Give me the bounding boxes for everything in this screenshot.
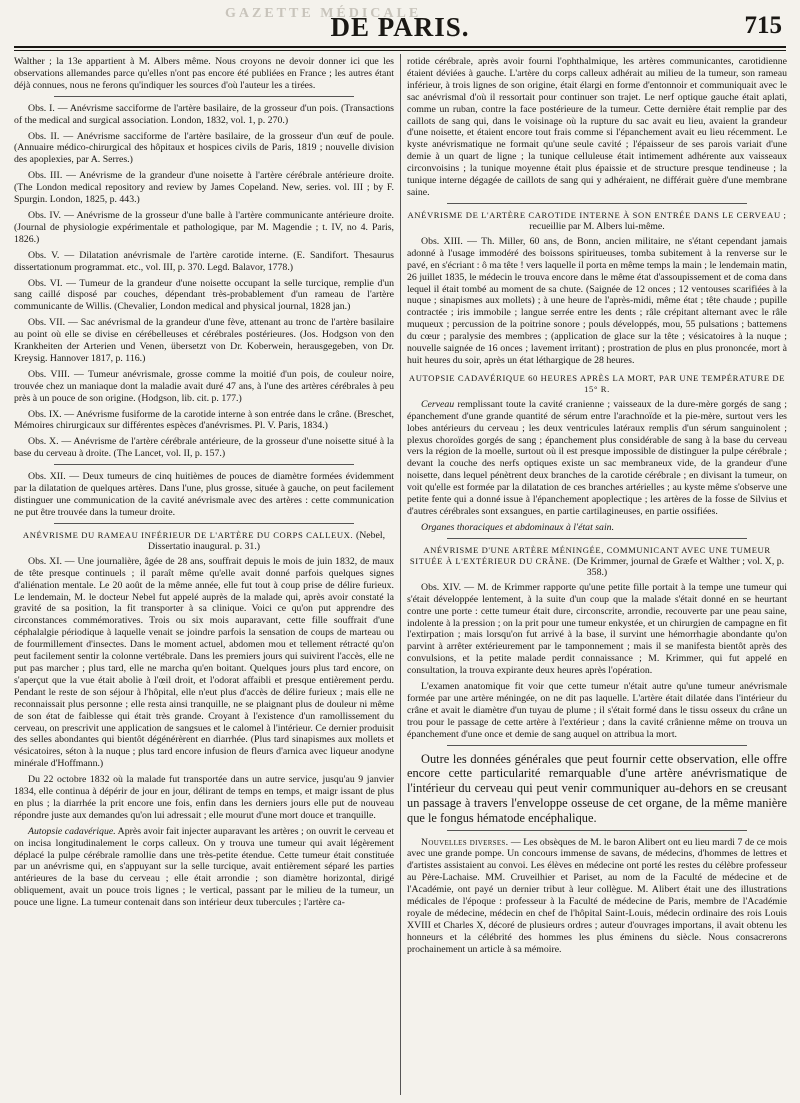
right-column bbox=[407, 56, 787, 1096]
news-label: Nouvelles diverses. bbox=[421, 836, 509, 848]
autopsy-text: Après avoir fait injecter auparavant les artères ; on ouvrit le cerveau et on incisa longitudinalement le corps calleux. On y trouva une tumeur qui avait légèrement déplacé la pulpe cérébrale ramollie dans une très-petite étendue. Cette tumeur était constituée par un anévrisme qui, en s'appuyant sur la selle turcique, avait entièrement séparé les parties antérieures de la base du cerveau ; elle était arrondie ; son diamètre horizontal, dirigé obliquement, avait un pouce trois lignes ; le vertical, passant par le milieu de la tumeur, un pouce une ligne. La tumeur contenait dans son intérieur deux tubercules ; l'artère ca- bbox=[14, 825, 394, 909]
separator bbox=[54, 523, 354, 524]
separator bbox=[447, 538, 747, 539]
bleed-through-masthead: GAZETTE MÉDICALE bbox=[225, 6, 422, 21]
observation-2: Obs. II. — Anévrisme sacciforme de l'artère basilaire, de la grosseur d'un œuf de poule. (Annuaire médico-chirurgical des hôpitaux et hospices civils de Paris, 1819 ; nouvelle division des apoplexies, par A. Serres.) bbox=[14, 130, 394, 166]
left-column bbox=[14, 56, 394, 1096]
page-title: DE PARIS. bbox=[330, 12, 470, 42]
section-heading-meningee bbox=[407, 545, 787, 578]
section-heading-caps: ANÉVRISME D'UNE ARTÈRE MÉNINGÉE, COMMUNICANT AVEC UNE TUMEUR SITUÉE À L'EXTÉRIEUR DU CRÂNE. bbox=[409, 544, 771, 566]
observation-11-continued: Du 22 octobre 1832 où la malade fut transportée dans un autre service, jusqu'au 9 janvier 1834, elle continua à dépérir de jour en jour, délirant de temps en temps, et maigr issant de plus en plus ; la diarrhée la prit encore une fois, enfin dans les derniers jours elle put de nouveau répondre juste aux demandes qu'on lui adressait ; elle mourut d'une mort douce et tranquille. bbox=[14, 774, 394, 821]
section-heading-source: (Nebel, Dissertatio inaugural. p. 31.) bbox=[147, 529, 386, 552]
observation-10: Obs. X. — Anévrisme de l'artère cérébrale antérieure, de la grosseur d'une noisette situé à la base du cerveau à droite. (The Lancet, vol. II, p. 157.) bbox=[14, 436, 394, 460]
autopsy-paragraph bbox=[14, 826, 394, 909]
observation-8: Obs. VIII. — Tumeur anévrismale, grosse comme la moitié d'un pois, de couleur noire, trouvée chez un maniaque dont la maladie avait duré 47 ans, à l'une des artères cérébrales à peu près à un pouce de son origine. (Hodgson, lib. cit. p. 177.) bbox=[14, 368, 394, 404]
observation-1: Obs. I. — Anévrisme sacciforme de l'artère basilaire, de la grosseur d'un pois. (Transactions of the medical and surgical association. London, 1832, vol. 1, p. 270.) bbox=[14, 102, 394, 126]
cerveau-label: Cerveau bbox=[421, 398, 455, 410]
observation-9: Obs. IX. — Anévrisme fusiforme de la carotide interne à son entrée dans le crâne. (Breschet, Mémoires chirurgicaux sur différentes espèces d'anévrismes. Pl. V. Paris, 1834.) bbox=[14, 408, 394, 432]
separator bbox=[54, 96, 354, 97]
header-rule bbox=[14, 46, 786, 48]
autopsy-label: Autopsie cadavérique. bbox=[28, 825, 116, 837]
news-text: — Les obsèques de M. le baron Alibert ont eu lieu mardi 7 de ce mois avec une grande pompe. Un concours immense de savans, de médecins, d'hommes de lettres et d'artistes assistaient au convoi. Les élèves en médecine ont porté les restes du célèbre professeur au Père-Lachaise. MM. Cruveilhier et Pariset, au nom de la Faculté de médecine et de l'Académie, ont payé un dernier tribut à leur collègue. M. Alibert était une des illustrations médicales de l'époque : professeur à la Faculté de médecine de Paris, membre de l'Académie royale de médecine, médecin en chef de l'hôpital Saint-Louis, médecin ordinaire des rois Louis XVIII et Charles X, décoré de plusieurs ordres ; auteur d'ouvrages importans, il avait obtenu les honneurs et la célébrité des hommes les plus éminens du siècle. Nous consacrerons prochainement un article à sa mémoire. bbox=[407, 836, 787, 955]
separator bbox=[447, 745, 747, 746]
section-heading-source: (De Krimmer, journal de Græfe et Walther ; vol. X, p. 358.) bbox=[573, 555, 785, 578]
cerveau-text: remplissant toute la cavité cranienne ; vaisseaux de la dure-mère gorgés de sang ; épanchement d'une grande quantité de sérum entre l'arachnoïde et la pie-mère, surtout vers les lobes antérieurs du cerveau ; les deux ventricules latéraux remplis d'un sérum sanguinolent ; plexus choroïdes gorgés de sang ; épanchement plus considérable de sang à la base du cerveau vers la région de la moelle, surtout où il est presque impossible de distinguer la pulpe cérébrale ; devant la couche des nerfs optiques existe un sac membraneux vide, de la grandeur d'une noisette, dans lequel pénètrent deux branches de la carotide cérébrale ; en divisant la tumeur, on voit qu'elle est formée par la dilatation de ces branches artérielles ; au kyste même s'observe une petite fente qui a donné issue à l'épanchement apoplectique ; les artères de la fosse de Silvius et d'autres cérébrales sont exsangues, en partie cartilagineuses, en partie ossifiées. bbox=[407, 398, 787, 517]
continued-paragraph: rotide cérébrale, après avoir fourni l'ophthalmique, les artères communicantes, carotidienne étaient déviées à gauche. L'artère du corps calleux adhérait au milieu de la tumeur, son rameau inférieur, à trois lignes de son origine, était élargi en forme d'entonnoir et communiquait avec le sac anévrismal d'où il ressortait pour continuer son trajet. Le nerf optique gauche était aplati, comme un ruban, contre la face postérieure de la tumeur. Cette dernière était remplie par des caillots de sang qui, dans le voisinage où la rupture du sac avait eu lieu, avaient la grandeur d'une noisette, et étaient encore tout frais comme si l'épanchement avait eu lieu récemment. Le kyste anévrismatique ne formait qu'une seule cavité ; l'épaisseur de ses parois variait d'une demie à un quart de ligne ; la tunique celluleuse était intimement adhérente aux vaisseaux circonvoisins ; la tunique moyenne était plus épaissie et de structure presque tendineuse ; la tunique interne dégagée de caillots de sang qui y adhéraient, ne différait guère d'une membrane saine. bbox=[407, 56, 787, 198]
section-heading-corps-calleux bbox=[14, 530, 394, 552]
anatomical-exam: L'examen anatomique fit voir que cette tumeur n'était autre qu'une tumeur anévrismale formée par une artère méningée, on ne dit pas laquelle. L'artère était dilatée dans l'intérieur du crâne et avait le diamètre d'un tuyau de plume ; il s'était formé dans le tissu osseux du crâne un trou pour le passage de cette artère à l'extérieur ; dans la cavité crânienne même on trouva un épanchement d'une once et demie de sang auquel on attribua la mort. bbox=[407, 681, 787, 740]
observation-3: Obs. III. — Anévrisme de la grandeur d'une noisette à l'artère cérébrale antérieure droite. (The London medical repository and review by James Copeland. New, series. vol. III ; by F. Spurgin. London, 1825, p. 443.) bbox=[14, 170, 394, 206]
observation-14: Obs. XIV. — M. de Krimmer rapporte qu'une petite fille portait à la tempe une tumeur qui s'était développée lentement, à la suite d'un coup que la malade s'était donné en se heurtant contre une porte : cette tumeur était dure, circonscrite, arrondie, recouverte par une peau saine, indolente à la pression ; on la prit pour une tumeur enkystée, et un chirurgien de campagne en fit l'extirpation ; mais lorsqu'on fut arrivé à la base, il survint une hémorrhagie abondante qu'on parvint à arrêter extérieurement par le tamponnement ; mais il se manifesta bientôt après des convulsions, et la petite malade perdit connaissance ; M. Krimmer, qui fut appelé en consultation, la trouva expirante deux heures après l'opération. bbox=[407, 581, 787, 677]
intro-paragraph: Walther ; la 13e appartient à M. Albers même. Nous croyons ne devoir donner ici que les observations allemandes parce qu'elles n'ont pas encore été publiées en France ; les autres étant déjà connues, nous ne ferons qu'indiquer les sources d'où l'auteur les a tirées. bbox=[14, 56, 394, 91]
observation-6: Obs. VI. — Tumeur de la grandeur d'une noisette occupant la selle turcique, remplie d'un sang caillé disposé par couches, dépendant très-probablement d'un rameau de l'artère communicante de Willis. (Chevalier, London medical and physical journal, 1828 jan.) bbox=[14, 277, 394, 313]
separator bbox=[447, 830, 747, 831]
observation-4: Obs. IV. — Anévrisme de la grosseur d'une balle à l'artère communicante antérieure droite. (Journal de physiologie expérimentale et pathologique, par M. Magendie ; t. IV, no 4. Paris, 1826.) bbox=[14, 209, 394, 245]
observation-12: Obs. XII. — Deux tumeurs de cinq huitièmes de pouces de diamètre formées évidemment par la dilatation de quelques artères. Dans l'une, plus grosse, située à gauche, on peut facilement distinguer une communication de la cavité anévrismale avec des artères : cette communication ne put être trouvée dans la tumeur droite. bbox=[14, 471, 394, 518]
header-rule-thin bbox=[14, 50, 786, 51]
section-heading-caps: ANÉVRISME DE L'ARTÈRE CAROTIDE INTERNE À SON ENTRÉE DANS LE CERVEAU ; bbox=[407, 209, 787, 220]
observation-7: Obs. VII. — Sac anévrismal de la grandeur d'une fève, attenant au tronc de l'artère basilaire au point où elle se divise en cérébelleuses et cérébrales postérieures. (Jos. Hodgson von den Krankheiten der Arterien und Venen, übersetzt von Dr. Koberwein, herausgegeben, von Dr. Kreysig. Hannover 1817, p. 116.) bbox=[14, 317, 394, 364]
column-divider bbox=[400, 54, 401, 1095]
observation-5: Obs. V. — Dilatation anévrismale de l'artère carotide interne. (E. Sandifort. Thesaurus dissertationum programmat. etc., vol. III, p. 370. Legd. Balavor, 1778.) bbox=[14, 249, 394, 273]
page-number: 715 bbox=[744, 12, 782, 39]
separator bbox=[447, 203, 747, 204]
observation-11: Obs. XI. — Une journalière, âgée de 28 ans, souffrait depuis le mois de juin 1832, de maux de tête presque continuels ; il paraît même qu'elle avait donné parfois quelques signes d'aliénation mentale. Le 20 août de la même année, elle fut tout à coup prise de délire furieux. Le lendemain, M. le docteur Nebel fut appelé auprès de la malade qui, après avoir constaté la gravité de sa position, la fit transporter à sa clinique. Voici ce qu'on put apprendre des circonstances commémoratives. Trois ou six mois auparavant, cette fille souffrait d'une céphalalgie périodique à laquelle venait se joindre parfois la sensation de coups de marteau ou de fourmillement d'insectes. Dans le moment actuel, abdomen mou et tellement rétracté qu'on peut facilement sentir la colonne vertébrale. Dans les premiers jours qui suivirent l'accès, elle ne put pas marcher ; plus tard, elle ne marcha qu'en boitant. Quelques jours plus tard encore, on s'aperçut que la vue était abolie à l'œil droit, et l'odorat affaibli et presque entièrement perdu. Pendant le reste de son séjour à l'hôpital, elle n'eut plus d'accès de délire furieux ; mais elle ne reconnaissait plus personne ; elle resta ainsi tranquille, ne se plaignant plus de douleur ni même de son état de faiblesse qui était très grande. Croyant à l'existence d'un ramollissement du cerveau, on prescrivit une application de sangsues et le calomel à l'intérieur. Ce dernier produisit des selles abondantes qui bientôt dégénérèrent en diarrhée. (Plus tard sinapismes aux mollets et vésicatoires, séton à la nuque ; plus tard encore infusion de fleurs d'arnica avec liqueur anodyne minérale d'Hoffmann.) bbox=[14, 555, 394, 770]
section-heading-source: recueillie par M. Albers lui-même. bbox=[529, 220, 665, 232]
section-heading-autopsie: AUTOPSIE CADAVÉRIQUE 60 HEURES APRÈS LA MORT, PAR UNE TEMPÉRATURE DE 15° R. bbox=[408, 372, 786, 394]
section-heading-caps: ANÉVRISME DU RAMEAU INFÉRIEUR DE L'ARTÈRE DU CORPS CALLEUX. bbox=[22, 529, 354, 540]
news-paragraph bbox=[407, 837, 787, 956]
cerveau-paragraph bbox=[407, 399, 787, 518]
separator bbox=[54, 464, 354, 465]
page-header bbox=[0, 6, 800, 46]
organs-note: Organes thoraciques et abdominaux à l'état sain. bbox=[421, 521, 615, 533]
observation-13: Obs. XIII. — Th. Miller, 60 ans, de Bonn, ancien militaire, ne s'étant cependant jamais adonné à l'usage immodéré des boissons spiritueuses, tomba subitement à la renverse sur le pavé, en s'écriant : ô ma tête ! vers laquelle il porta en même temps la main ; le lendemain matin, 26 juillet 1835, le médecin le trouva encore dans le même état d'assoupissement et de coma dans lequel il était tombé au moment de sa chute. (Saignée de 12 onces ; 12 ventouses scarifiées à la nuque ; sinapismes aux mollets) ; à une heure de l'après-midi, même état ; tête chaude ; pupille contractée ; iris immobile ; langue serrée entre les dents ; râle crépitant alternant avec le râle muqueux ; percussion de la poitrine sonore ; pouls développés, mou, 55 pulsations ; battemens du cœur ; paralysie des membres ; (application de glace sur la tête ; vésicatoires à la nuque ; nouvelle saignée de 16 onces ; lavement irritant) ; prostration de plus en plus prononcée, mort à huit heures du soir, après un état léthargique de 28 heures. bbox=[407, 235, 787, 366]
section-heading-carotide bbox=[407, 210, 787, 232]
conclusion-paragraph: Outre les données générales que peut fournir cette observation, elle offre encore cette particularité remarquable d'une artère anévrismatique de l'intérieur du cerveau qui peut venir communiquer au-dehors en se creusant un passage à travers l'enveloppe osseuse de cet organe, de la même manière que le fongus hématode encéphalique. bbox=[407, 751, 787, 825]
